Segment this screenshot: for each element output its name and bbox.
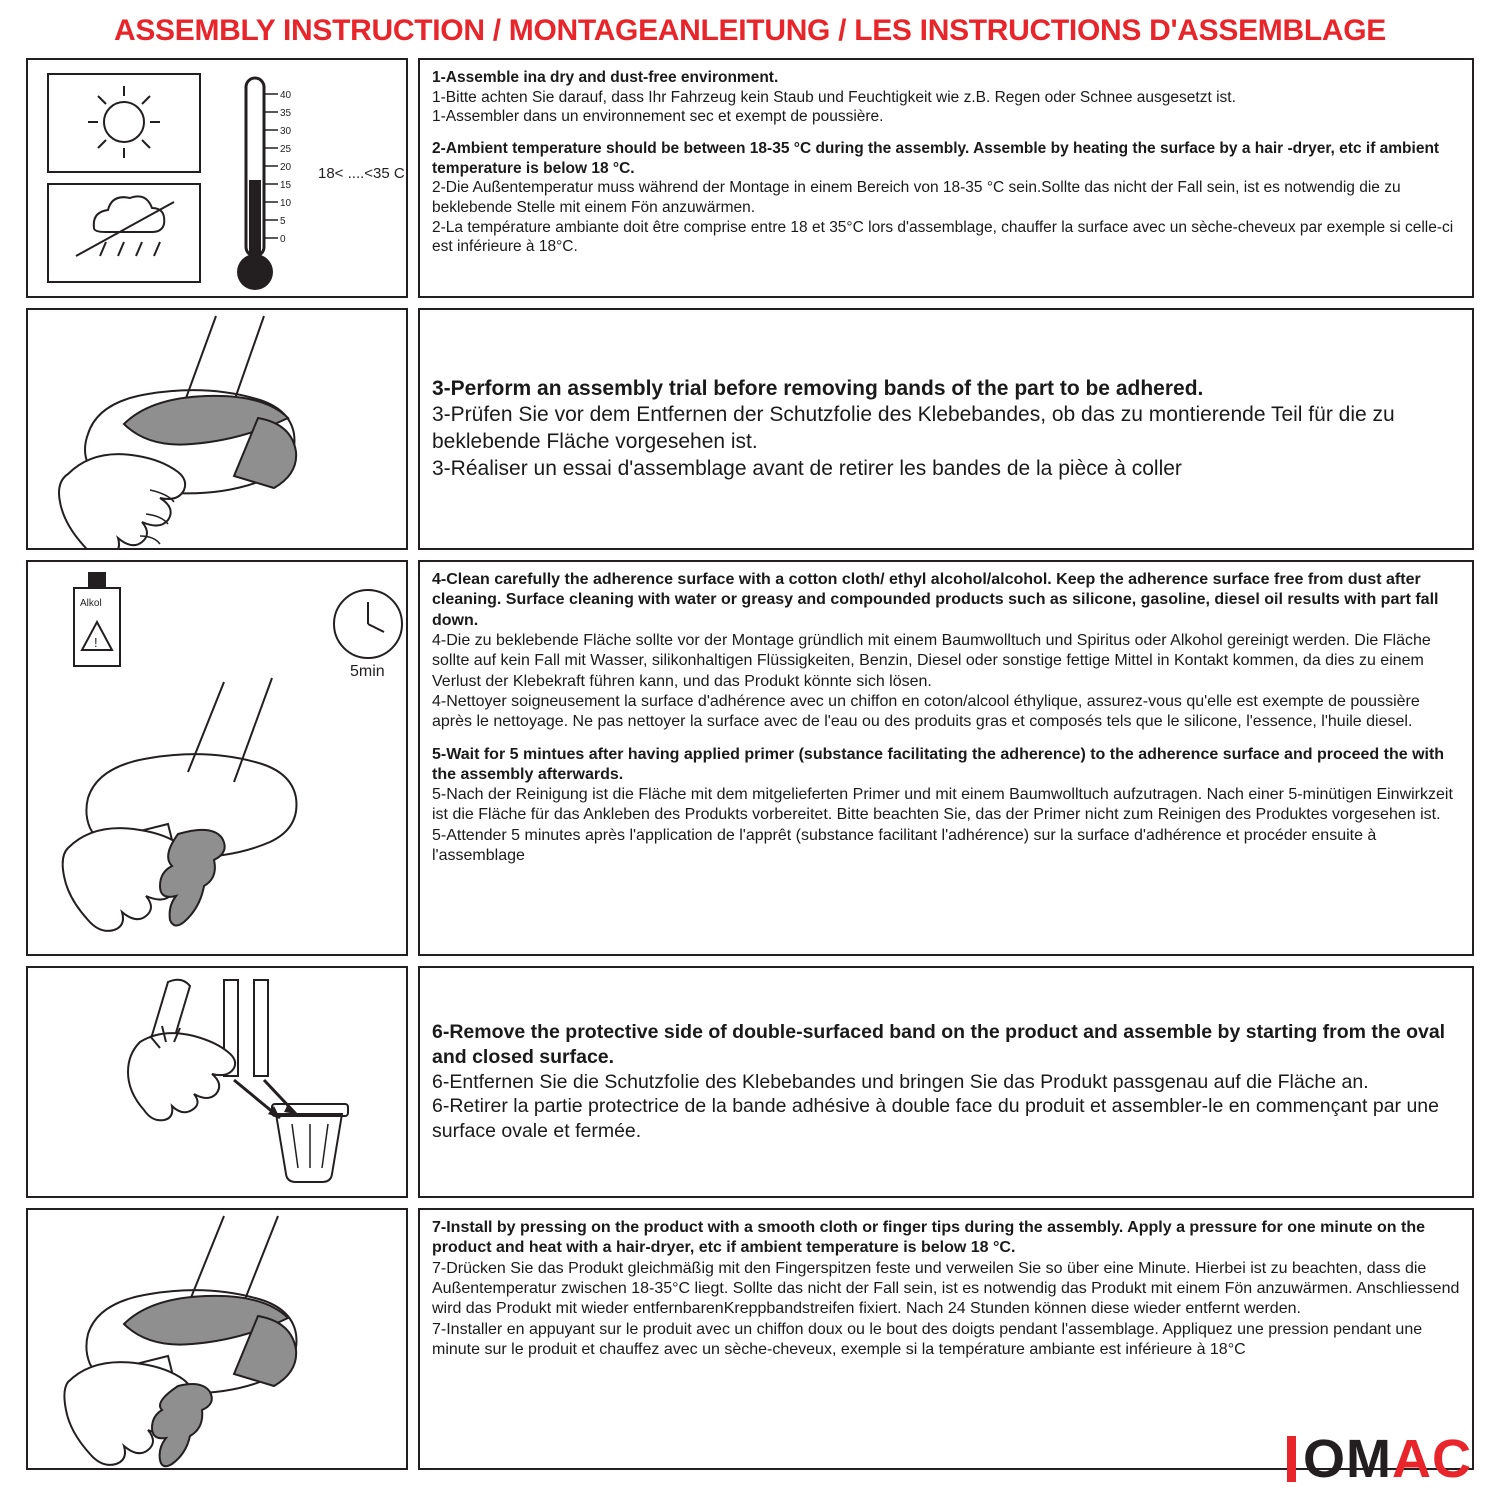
- logo-letter-o: O: [1303, 1429, 1347, 1489]
- svg-text:20: 20: [280, 162, 292, 173]
- step-2-line-en: 2-Ambient temperature should be between 18-35 °C during the assembly. Assemble by heating the surface by a hair -dryer, etc if ambient temperature is below 18 °C.: [432, 140, 1440, 177]
- step-4-line-en: 4-Clean carefully the adherence surface with a cotton cloth/ ethyl alcohol/alcohol. Keep the adherence surface free from dust after cleaning. Surface cleaning with water or greasy and compounded products such as silicone, gasoline, diesel oil results with part fall down.: [432, 571, 1439, 629]
- step-2-line-fr: 2-La température ambiante doit être comprise entre 18 et 35°C lors d'assemblage, chauffer la surface avec un sèche-cheveux par exemple si celle-ci est inférieure à 18°C.: [432, 218, 1454, 256]
- timer-label: 5min: [350, 663, 385, 680]
- step-5-line-fr: 5-Attender 5 minutes après l'application de l'apprêt (substance facilitant l'adhérence) sur la surface d'adhérence et procéder ensuite à l'assemblage: [432, 826, 1377, 865]
- step-7-line-en: 7-Install by pressing on the product with a smooth cloth or finger tips during the assembly. Apply a pressure for one minute on the product and heat with a hair-dryer, etc if ambient temperature is below 18 °C.: [432, 1219, 1425, 1257]
- step-6-text: [418, 966, 1474, 1198]
- figure-press-product: [26, 1208, 408, 1470]
- figure-clean-surface-svg: [28, 562, 408, 956]
- svg-text:!: !: [94, 635, 98, 650]
- figure-remove-liner-svg: [28, 968, 408, 1198]
- figure-remove-liner: [26, 966, 408, 1198]
- step-row-1: [26, 58, 1474, 298]
- step-7-line-de: 7-Drücken Sie das Produkt gleichmäßig mit den Fingerspitzen feste und verweilen Sie so über eine Minute. Hierbei ist zu beachten, dass die Außentemperatur zwischen 18-35°C liegt. Sollte das nicht der Fall sein, ist es notwendig das Produkt mit einem Fön anzuwärmen. Anschliessend wird das Produkt mit wieder entfernbarenKreppbandstreifen fixiert. Nach 24 Stunden können diese wieder entfernt werden.: [432, 1259, 1460, 1318]
- logo-letter-a: A: [1392, 1429, 1432, 1489]
- step-1-2-text: [418, 58, 1474, 298]
- svg-text:0: 0: [280, 234, 286, 245]
- step-4-line-fr: 4-Nettoyer soigneusement la surface d'adhérence avec un chiffon en coton/alcool éthylique, assurez-vous qu'elle est exempte de poussière après le nettoyage. Ne pas nettoyer la surface avec de l'eau ou des produits gras et composés tels que le silicone, l'essence, l'huile diesel.: [432, 692, 1420, 731]
- figure-environment-temperature-svg: [28, 60, 408, 298]
- svg-text:10: 10: [280, 198, 292, 209]
- step-1-line-fr: 1-Assembler dans un environnement sec et exempt de poussière.: [432, 108, 884, 126]
- step-5-line-en: 5-Wait for 5 mintues after having applied primer (substance facilitating the adherence) to the adherence surface and proceed the with the assembly afterwards.: [432, 745, 1445, 783]
- step-row-4: [26, 966, 1474, 1198]
- temperature-range-label: 18< ....<35 C: [318, 165, 405, 182]
- step-row-2: [26, 308, 1474, 550]
- step-5-line-de: 5-Nach der Reinigung ist die Fläche mit dem mitgelieferten Primer und mit einem Baumwolltuch aufzutragen. Nach einer 5-minütigen Einwirkzeit ist die Fläche für das Ankleben des Produkts vorbereitet. Bitte beachten Sie, das der Primer nicht zum Reinigen des Produktes vorgesehen ist.: [432, 786, 1453, 824]
- svg-text:35: 35: [280, 108, 292, 119]
- figure-press-product-svg: [28, 1210, 408, 1470]
- step-4-5-text: [418, 560, 1474, 956]
- figure-environment-temperature: [26, 58, 408, 298]
- step-2-line-de: 2-Die Außentemperatur muss während der Montage in einem Bereich von 18-35 °C sein.Sollte das nicht der Fall sein, ist es notwendig die zu beklebende Stelle mit einem Fön anzuwärmen.: [432, 179, 1401, 217]
- step-6-line-de: 6-Entfernen Sie die Schutzfolie des Klebebandes und bringen Sie das Produkt passgenau auf die Fläche an.: [432, 1070, 1369, 1093]
- figure-trial-fit: [26, 308, 408, 550]
- logo-letter-m: M: [1346, 1429, 1392, 1489]
- step-1-line-en: 1-Assemble ina dry and dust-free environment.: [432, 69, 779, 86]
- step-row-5: [26, 1208, 1474, 1470]
- figure-trial-fit-svg: [28, 310, 408, 550]
- page-title: ASSEMBLY INSTRUCTION / MONTAGEANLEITUNG / LES INSTRUCTIONS D'ASSEMBLAGE: [113, 14, 1386, 47]
- steps-container: [0, 58, 1500, 1470]
- svg-text:30: 30: [280, 126, 292, 137]
- step-3-line-fr: 3-Réaliser un essai d'assemblage avant de retirer les bandes de la pièce à coller: [432, 456, 1182, 480]
- step-3-line-de: 3-Prüfen Sie vor dem Entfernen der Schutzfolie des Klebebandes, ob das zu montierende Teil für die zu beklebende Fläche vorgesehen ist.: [432, 403, 1395, 453]
- omac-logo: [1287, 1429, 1472, 1489]
- step-3-line-en: 3-Perform an assembly trial before removing bands of the part to be adhered.: [432, 376, 1204, 400]
- figure-clean-surface: [26, 560, 408, 956]
- step-6-line-fr: 6-Retirer la partie protectrice de la bande adhésive à double face du produit et assembler-le en commençant par une surface ovale et fermée.: [432, 1095, 1440, 1143]
- logo-letter-c: C: [1432, 1429, 1472, 1489]
- svg-text:5: 5: [280, 216, 286, 227]
- bottle-label: Alkol: [80, 598, 102, 609]
- step-7-line-fr: 7-Installer en appuyant sur le produit avec un chiffon doux ou le bout des doigts pendant l'assemblage. Appliquez une pression pendant une minute sur le produit et chauffez avec un sèche-cheveux, exemple si la température ambiante est inférieure à 18°C: [432, 1320, 1423, 1358]
- step-3-text: [418, 308, 1474, 550]
- step-4-line-de: 4-Die zu beklebende Fläche sollte vor der Montage gründlich mit einem Baumwolltuch und Spiritus oder Alkohol gereinigt werden. Die Fläche sollte auf kein Fall mit Wasser, silikonhaltigen Flüssigkeiten, Benzin, Diesel oder sonstige fettige Mittel in Kontakt kommen, da dies zu einem Verlust der Klebekraft führen kann, und das Produkt könnte sich lösen.: [432, 631, 1431, 690]
- step-6-line-en: 6-Remove the protective side of double-surfaced band on the product and assemble by starting from the oval and closed surface.: [432, 1021, 1446, 1068]
- svg-text:15: 15: [280, 180, 292, 191]
- logo-red-bar: [1287, 1436, 1296, 1482]
- svg-text:25: 25: [280, 144, 292, 155]
- step-1-line-de: 1-Bitte achten Sie darauf, dass Ihr Fahrzeug kein Staub und Feuchtigkeit wie z.B. Regen oder Schnee ausgesetzt ist.: [432, 88, 1236, 106]
- step-row-3: [26, 560, 1474, 956]
- svg-text:40: 40: [280, 90, 292, 101]
